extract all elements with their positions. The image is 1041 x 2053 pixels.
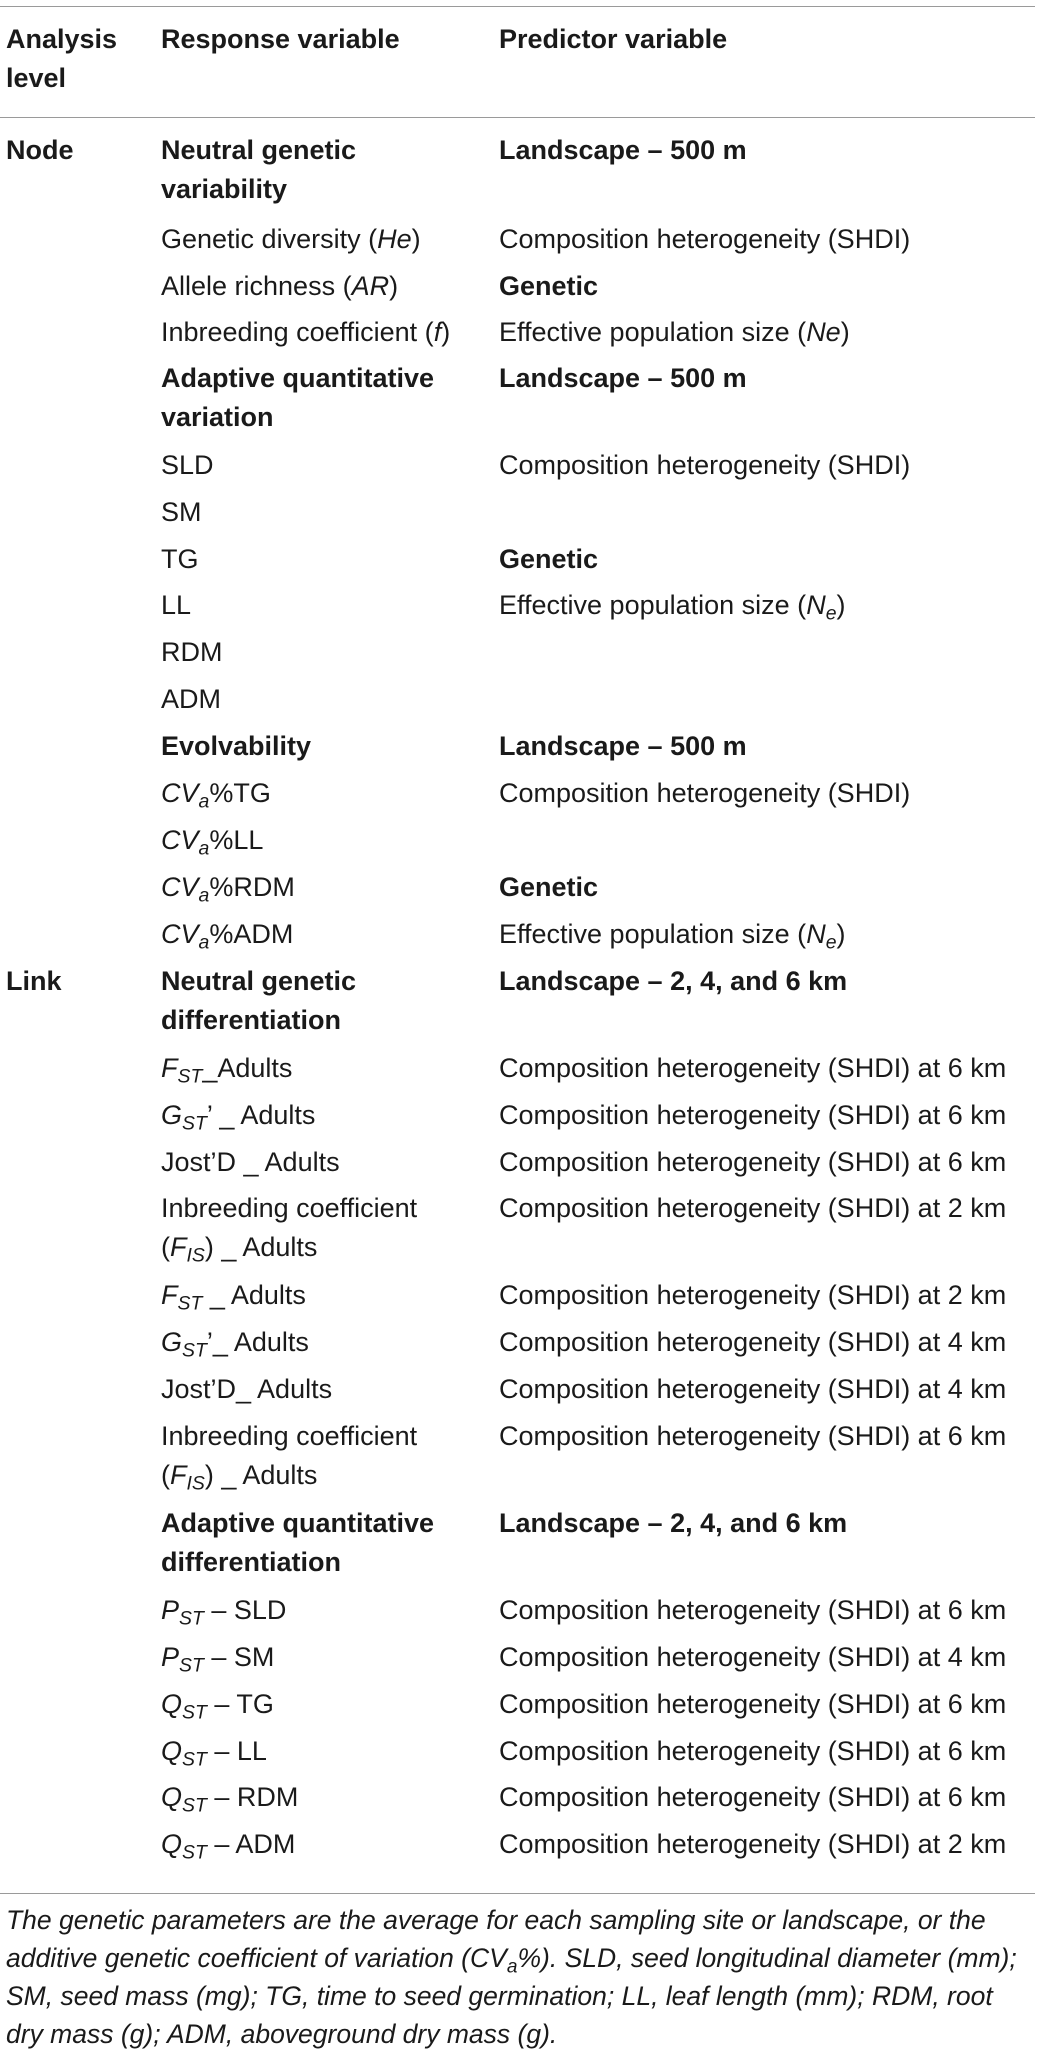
response-sm: SM — [161, 497, 202, 527]
response-jost-d-adults: Jost’D _ Adults — [161, 1147, 340, 1177]
predictor-composition-heterogeneity-km: Composition heterogeneity (SHDI) at 4 km — [499, 1374, 1007, 1404]
response-neutral-genetic-differentiation: Neutral genetic differentiation — [161, 966, 357, 1035]
predictor-composition-heterogeneity: Composition heterogeneity (SHDI) — [499, 778, 911, 808]
response-cva-adm: $CV_a\%ADM$ — [161, 919, 294, 954]
response-genetic-diversity: Genetic diversity (He) — [161, 224, 421, 254]
predictor-genetic: Genetic — [499, 271, 599, 301]
response-tg: TG — [161, 544, 199, 574]
predictor-effective-population-size: Effective population size $(N_e)$ — [499, 590, 846, 625]
predictor-composition-heterogeneity-km: Composition heterogeneity (SHDI) at 6 km — [499, 1421, 1007, 1451]
response-gst-adults: $G_{ST}’\_$ Adults — [161, 1327, 309, 1362]
predictor-landscape-500m: Landscape – 500 m — [499, 363, 747, 393]
response-ll: LL — [161, 590, 192, 620]
header-analysis-level: Analysis level — [6, 24, 118, 93]
response-pst-sm: $P_{ST}$ – SM — [161, 1642, 275, 1677]
predictor-landscape-500m: Landscape – 500 m — [499, 135, 747, 165]
response-adaptive-quantitative-variation: Adaptive quantitative variation — [161, 363, 435, 432]
predictor-composition-heterogeneity-km: Composition heterogeneity (SHDI) at 6 km — [499, 1100, 1007, 1130]
predictor-composition-heterogeneity-km: Composition heterogeneity (SHDI) at 6 km — [499, 1689, 1007, 1719]
predictor-composition-heterogeneity-km: Composition heterogeneity (SHDI) at 6 km — [499, 1147, 1007, 1177]
predictor-landscape-2-4-6km: Landscape – 2, 4, and 6 km — [499, 966, 848, 996]
response-neutral-genetic-variability: Neutral genetic variability — [161, 135, 357, 204]
response-fst-adults: $F_{ST}$ _ Adults — [161, 1280, 306, 1315]
response-cva-rdm: $CV_a\%RDM$ — [161, 872, 295, 907]
response-rdm: RDM — [161, 637, 223, 667]
predictor-composition-heterogeneity-km: Composition heterogeneity (SHDI) at 4 km — [499, 1327, 1007, 1357]
predictor-genetic: Genetic — [499, 872, 599, 902]
predictor-genetic: Genetic — [499, 544, 599, 574]
response-pst-sld: $P_{ST}$ – SLD — [161, 1595, 287, 1630]
predictor-composition-heterogeneity-km: Composition heterogeneity (SHDI) at 4 km — [499, 1642, 1007, 1672]
response-fst-adults: $F_{ST}\_Adults$ — [161, 1053, 293, 1088]
response-adm: ADM — [161, 684, 221, 714]
response-inbreeding-fis-adults: Inbreeding coefficient $(F_{IS})$ _ Adults — [161, 1193, 418, 1267]
response-gst-adults: $G_{ST}$’ _ Adults — [161, 1100, 316, 1135]
predictor-effective-population-size: Effective population size (Ne) — [499, 317, 850, 347]
predictor-composition-heterogeneity-km: Composition heterogeneity (SHDI) at 6 km — [499, 1782, 1007, 1812]
response-qst-tg: $Q_{ST}$ – TG — [161, 1689, 274, 1724]
response-inbreeding-fis-adults: Inbreeding coefficient $(F_{IS})$ _ Adults — [161, 1421, 418, 1495]
predictor-composition-heterogeneity: Composition heterogeneity (SHDI) — [499, 224, 911, 254]
predictor-composition-heterogeneity-km: Composition heterogeneity (SHDI) at 6 km — [499, 1595, 1007, 1625]
header-response-variable: Response variable — [161, 24, 400, 54]
predictor-composition-heterogeneity: Composition heterogeneity (SHDI) — [499, 450, 911, 480]
response-qst-ll: $Q_{ST}$ – LL — [161, 1736, 267, 1771]
response-adaptive-quantitative-differentiation: Adaptive quantitative differentiation — [161, 1508, 435, 1577]
table-top-rule — [0, 6, 1035, 7]
response-cva-tg: $CV_a\%TG$ — [161, 778, 271, 813]
level-node: Node — [6, 135, 74, 165]
predictor-composition-heterogeneity-km: Composition heterogeneity (SHDI) at 6 km — [499, 1736, 1007, 1766]
predictor-composition-heterogeneity-km: Composition heterogeneity (SHDI) at 2 km — [499, 1280, 1007, 1310]
response-inbreeding-coefficient: Inbreeding coefficient (f) — [161, 317, 451, 347]
predictor-landscape-2-4-6km: Landscape – 2, 4, and 6 km — [499, 1508, 848, 1538]
response-evolvability: Evolvability — [161, 731, 312, 761]
predictor-composition-heterogeneity-km: Composition heterogeneity (SHDI) at 2 km — [499, 1829, 1007, 1859]
predictor-composition-heterogeneity-km: Composition heterogeneity (SHDI) at 2 km — [499, 1193, 1007, 1223]
level-link: Link — [6, 966, 62, 996]
table-footnote: The genetic parameters are the average for each sampling site or landscape, or the additive genetic coefficient of variation $(CV_a\%)$. SLD, seed longitudinal diameter (mm); SM, seed mass (mg); TG, time to seed germination; LL, leaf length (mm); RDM, root dry mass (g); ADM, aboveground dry mass (g). — [6, 1905, 1017, 2049]
response-allele-richness: Allele richness (AR) — [161, 271, 399, 301]
header-predictor-variable: Predictor variable — [499, 24, 728, 54]
predictor-effective-population-size: Effective population size $(N_e)$ — [499, 919, 846, 954]
predictor-landscape-500m: Landscape – 500 m — [499, 731, 747, 761]
table-bottom-rule — [0, 1893, 1035, 1894]
predictor-composition-heterogeneity-km: Composition heterogeneity (SHDI) at 6 km — [499, 1053, 1007, 1083]
response-jost-d-adults: Jost’D_ Adults — [161, 1374, 333, 1404]
response-qst-adm: $Q_{ST}$ – ADM — [161, 1829, 296, 1864]
response-sld: SLD — [161, 450, 214, 480]
response-qst-rdm: $Q_{ST}$ – RDM — [161, 1782, 299, 1817]
table-header-rule — [0, 117, 1035, 118]
response-cva-ll: $CV_a\%LL$ — [161, 825, 264, 860]
